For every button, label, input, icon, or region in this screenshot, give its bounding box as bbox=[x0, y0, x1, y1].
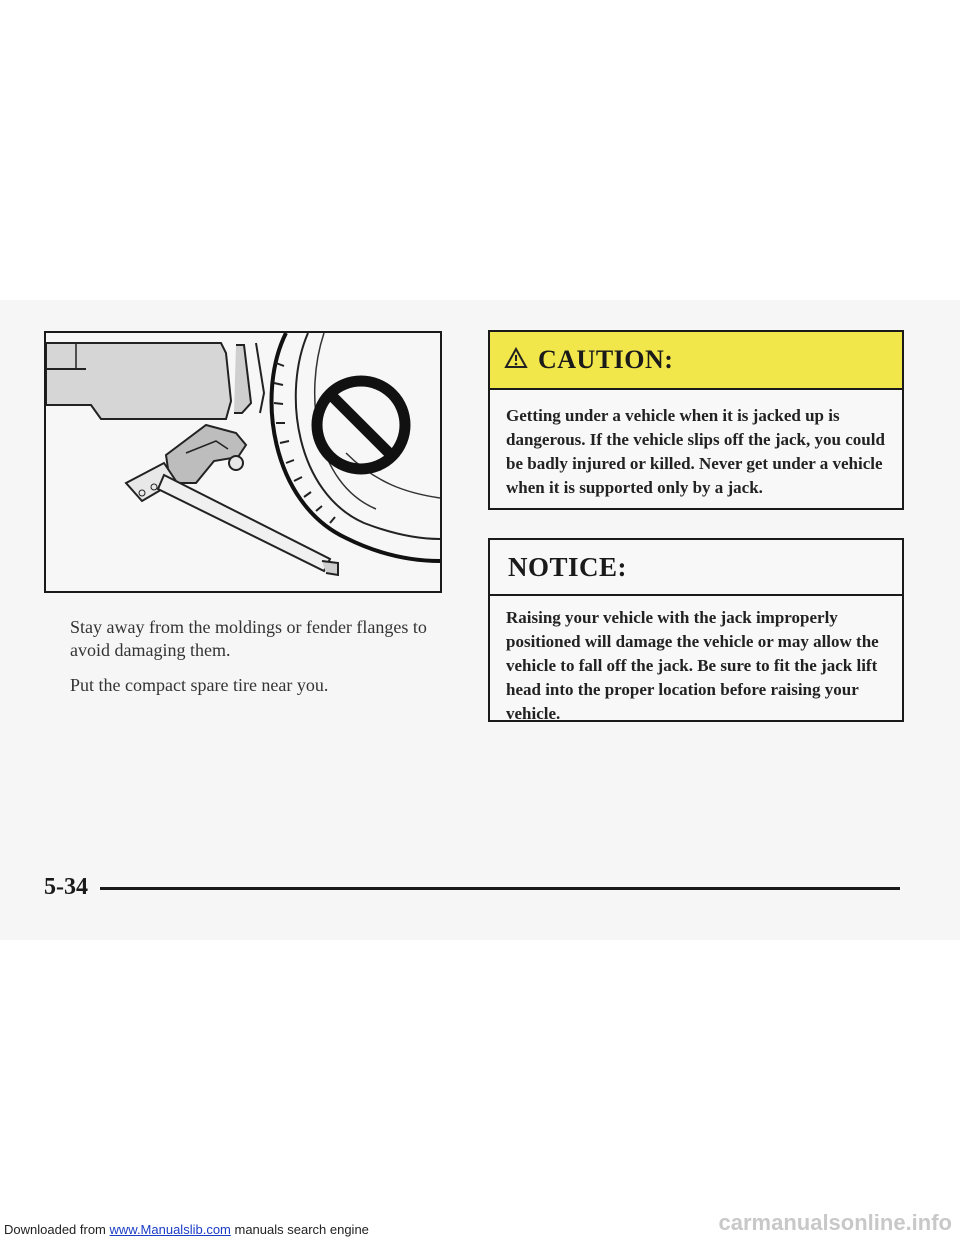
download-source-line bbox=[4, 1222, 369, 1237]
warning-triangle-icon bbox=[504, 347, 528, 374]
caution-text: Getting under a vehicle when it is jacked up is dangerous. If the vehicle slips off the jack, you could be badly injured or killed. Never get under a vehicle when it is supported only by a jack. bbox=[506, 406, 885, 497]
download-suffix: manuals search engine bbox=[230, 1222, 369, 1237]
paragraph-moldings: Stay away from the moldings or fender flanges to avoid damaging them. bbox=[70, 617, 427, 660]
notice-title: NOTICE: bbox=[508, 551, 628, 582]
page-number: 5-34 bbox=[44, 874, 88, 900]
watermark: carmanualsonline.info bbox=[718, 1210, 952, 1235]
paragraph-spare-tire: Put the compact spare tire near you. bbox=[70, 675, 329, 695]
notice-text: Raising your vehicle with the jack improperly positioned will damage the vehicle or may allow the vehicle to fall off the jack. Be sure to fit the jack lift head into the proper location before raising your vehicle. bbox=[506, 608, 879, 723]
caution-title: CAUTION: bbox=[538, 345, 674, 374]
footer-divider bbox=[100, 887, 900, 890]
download-prefix: Downloaded from bbox=[4, 1222, 110, 1237]
instructions-text bbox=[70, 616, 440, 709]
manualslib-link[interactable]: www.Manualslib.com bbox=[109, 1222, 231, 1237]
notice-box bbox=[488, 538, 904, 722]
caution-header bbox=[490, 332, 902, 390]
jack-illustration bbox=[44, 331, 442, 593]
caution-box bbox=[488, 330, 904, 510]
notice-header bbox=[490, 540, 902, 596]
